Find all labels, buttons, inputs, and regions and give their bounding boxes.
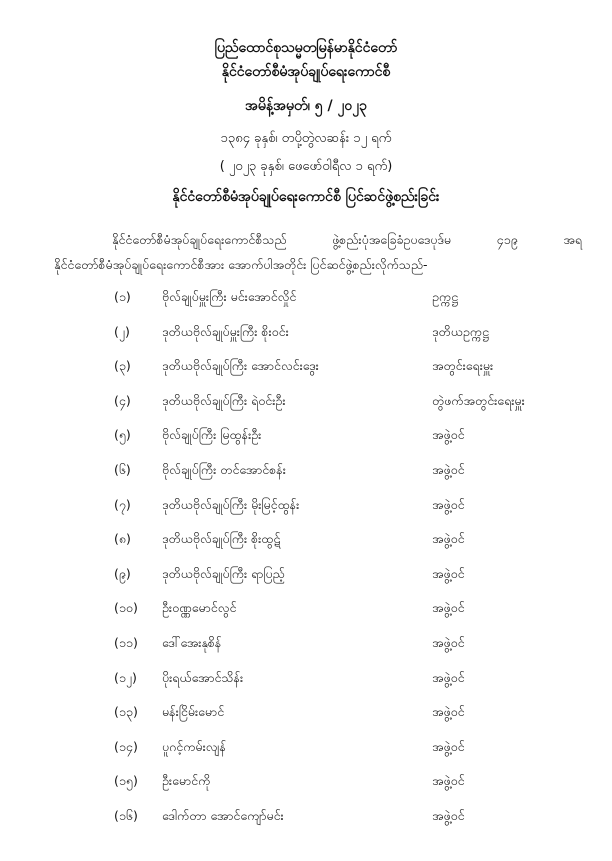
header-council: နိုင်ငံတော်စီမံအုပ်ချုပ်ရေးကောင်စီ — [221, 64, 391, 80]
member-role: အဖွဲ့ဝင် — [432, 669, 465, 685]
date-gregorian: ( ၂၀၂၃ ခုနှစ်၊ ဖေဖော်ဝါရီလ ၁ ရက်) — [219, 159, 393, 174]
member-role: အဖွဲ့ဝင် — [432, 808, 465, 823]
member-name: ဒေါ်အေးနုစိန် — [162, 635, 222, 650]
member-name: ဒုတိယဗိုလ်ချုပ်ကြီး ရာပြည့် — [162, 565, 285, 581]
body-paragraph-line-1: နိုင်ငံတော်စီမံအုပ်ချုပ်ရေးကောင်စီသည် ဖွဲ့စည်းပုံအခြေခံဥပဒေပုဒ်မ ၄၁၉ အရ — [112, 232, 582, 247]
member-role: အဖွဲ့ဝင် — [432, 773, 465, 789]
member-row — [0, 773, 612, 797]
member-number: (၂) — [114, 323, 130, 339]
member-name: ဒုတိယဗိုလ်ချုပ်ကြီး မိုးမြင့်ထွန်း — [162, 496, 300, 512]
member-number: (၇) — [114, 496, 131, 512]
member-role: အဖွဲ့ဝင် — [432, 565, 465, 581]
member-role: အဖွဲ့ဝင် — [432, 531, 465, 547]
member-role: တွဲဖက်အတွင်းရေးမှူး — [432, 392, 525, 408]
member-number: (၁၃) — [114, 704, 138, 720]
member-name: ဒေါက်တာ အောင်ကျော်မင်း — [162, 808, 284, 823]
member-name: ဒုတိယဗိုလ်ချုပ်ကြီး ရဲဝင်းဦး — [162, 392, 286, 408]
header-country: ပြည်ထောင်စုသမ္မတမြန်မာနိုင်ငံတော် — [214, 40, 398, 56]
member-row — [0, 497, 612, 521]
member-name: ဗိုလ်ချုပ်ကြီး မြထွန်းဦး — [162, 427, 262, 443]
member-row — [0, 739, 612, 763]
member-role: အဖွဲ့ဝင် — [432, 427, 465, 443]
member-row — [0, 324, 612, 348]
member-row — [0, 635, 612, 659]
member-name: ပူဂင့်ကမ်းလျန် — [162, 738, 226, 754]
member-name: ဦးမောင်ကို — [162, 773, 211, 789]
member-row — [0, 808, 612, 832]
member-row — [0, 566, 612, 590]
member-role: အဖွဲ့ဝင် — [432, 462, 465, 477]
member-number: (၁) — [114, 289, 131, 304]
member-number: (၁၂) — [114, 669, 137, 685]
body-paragraph-line-2: နိုင်ငံတော်စီမံအုပ်ချုပ်ရေးကောင်စီအား အောက်ပါအတိုင်း ပြင်ဆင်ဖွဲ့စည်းလိုက်သည်- — [54, 257, 428, 272]
member-name: ဗိုလ်ချုပ်ကြီး တင်အောင်စန်း — [162, 462, 286, 477]
member-row — [0, 704, 612, 728]
member-name: ဗိုလ်ချုပ်မှူးကြီး မင်းအောင်လှိုင် — [162, 289, 297, 304]
member-role: အဖွဲ့ဝင် — [432, 704, 465, 720]
member-role: အဖွဲ့ဝင် — [432, 738, 465, 754]
member-number: (၁၀) — [114, 600, 138, 616]
member-row — [0, 393, 612, 417]
member-row — [0, 358, 612, 382]
member-number: (၁၄) — [114, 738, 138, 754]
member-number: (၄) — [114, 392, 131, 408]
member-name: ဒုတိယဗိုလ်ချုပ်ကြီး စိုးထွဋ် — [162, 531, 281, 547]
member-name: မန်းငြိမ်းမောင် — [162, 704, 225, 720]
member-role: အတွင်းရေးမှူး — [432, 358, 494, 374]
member-number: (၈) — [114, 531, 131, 547]
member-number: (၃) — [114, 358, 131, 374]
member-name: ပိုးရယ်အောင်သိန်း — [162, 669, 244, 685]
member-name: ဦးဝဏ္ဏမောင်လွင် — [162, 600, 237, 616]
member-row — [0, 427, 612, 451]
member-number: (၁၆) — [114, 808, 138, 823]
member-row — [0, 289, 612, 313]
member-role: အဖွဲ့ဝင် — [432, 496, 465, 512]
member-number: (၁၅) — [114, 773, 138, 789]
member-row — [0, 670, 612, 694]
member-role: အဖွဲ့ဝင် — [432, 635, 465, 650]
member-name: ဒုတိယဗိုလ်ချုပ်မှူးကြီး စိုးဝင်း — [162, 323, 289, 339]
subject-title: နိုင်ငံတော်စီမံအုပ်ချုပ်ရေးကောင်စီ ပြင်ဆင်ဖွဲ့စည်းခြင်း — [172, 189, 440, 205]
member-number: (၆) — [114, 462, 131, 477]
date-myanmar: ၁၃၈၄ ခုနှစ်၊ တပို့တွဲလဆန်း ၁၂ ရက် — [220, 131, 392, 146]
member-role: အဖွဲ့ဝင် — [432, 600, 465, 616]
member-row — [0, 600, 612, 624]
member-number: (၉) — [114, 565, 131, 581]
member-number: (၅) — [114, 427, 131, 443]
member-row — [0, 462, 612, 486]
member-row — [0, 531, 612, 555]
member-role: ဒုတိယဥက္ကဋ္ဌ — [432, 323, 489, 339]
member-name: ဒုတိယဗိုလ်ချုပ်ကြီး အောင်လင်းဒွေး — [162, 358, 319, 374]
member-number: (၁၁) — [114, 635, 138, 650]
member-role: ဥက္ကဋ္ဌ — [432, 289, 458, 304]
order-number: အမိန့်အမှတ်၊ ၅ / ၂၀၂၃ — [245, 98, 367, 114]
